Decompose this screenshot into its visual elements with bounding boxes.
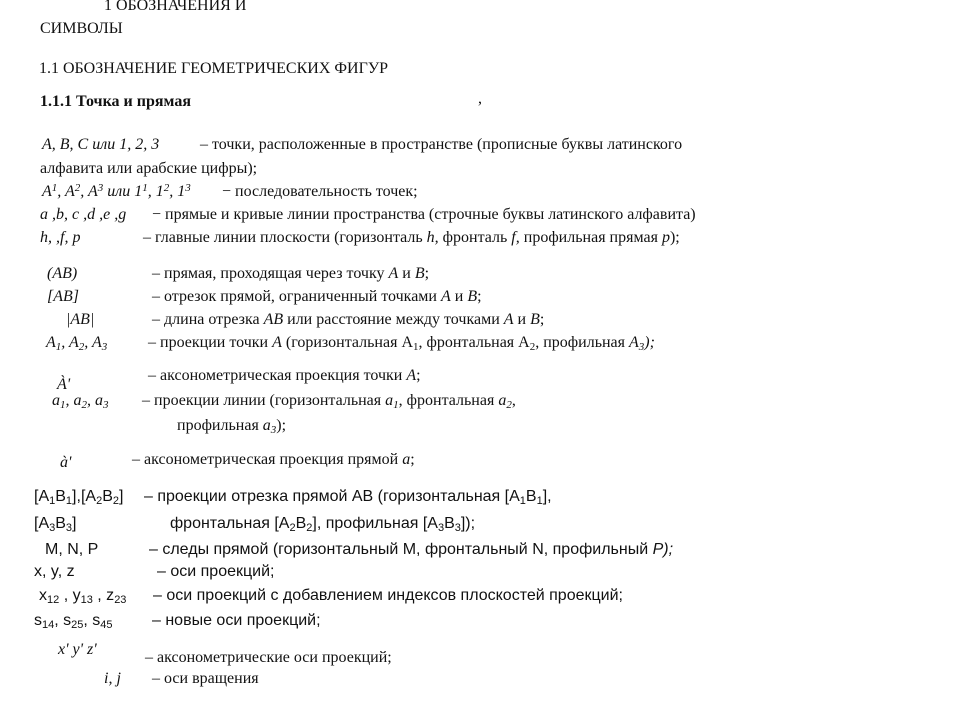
segment-projections-symbol: $[A_1B_1],[A_2B_2]$: [34, 488, 124, 507]
lines-description: − прямые и кривые линии пространства (строчные буквы латинского алфавита): [152, 206, 696, 223]
segment-projections-description-line1: – проекции отрезка прямой AB (горизонтальная $[A_1B_1]$,: [144, 488, 552, 507]
axes-indexed-description: – оси проекций с добавлением индексов плоскостей проекций;: [153, 587, 623, 604]
traces-description: – следы прямой (горизонтальный M, фронтальный N, профильный P);: [149, 541, 674, 558]
points-symbol: A, B, C или 1, 2, 3: [42, 136, 160, 153]
stray-comma: ,: [478, 90, 482, 107]
rotation-axes-description: – оси вращения: [152, 670, 259, 687]
subsection-title: 1.1.1 Точка и прямая: [40, 93, 191, 110]
main-lines-symbol: h, ,f, p: [40, 229, 81, 246]
chapter-title-line1: 1 ОБОЗНАЧЕНИЯ И: [104, 0, 247, 14]
sequence-description: − последовательность точек;: [222, 183, 418, 200]
axes-description: – оси проекций;: [157, 563, 275, 580]
sequence-symbol: $A^1$, $A^2$, $A^3$ или $1^1$, $1^2$, $1^3$: [42, 182, 191, 200]
axonometric-point-description: – аксонометрическая проекция точки A;: [148, 367, 421, 384]
new-axes-symbol: $s_{14}$, $s_{25}$, $s_{45}$: [34, 612, 113, 631]
line-projections-description-line1: – проекции линии (горизонтальная $a_1$, фронтальная $a_2$,: [142, 392, 516, 411]
chapter-title-line2: СИМВОЛЫ: [40, 20, 123, 37]
traces-symbol: M, N, P: [45, 541, 99, 558]
point-projections-symbol: $A_1$, $A_2$, $A_3$: [46, 334, 108, 353]
section-title: 1.1 ОБОЗНАЧЕНИЕ ГЕОМЕТРИЧЕСКИХ ФИГУР: [39, 60, 389, 77]
axes-symbol: x, y, z: [34, 563, 75, 580]
line-projections-symbol: $a_1$, $a_2$, $a_3$: [52, 392, 109, 411]
new-axes-description: – новые оси проекций;: [152, 612, 321, 629]
axonometric-axes-description: – аксонометрические оси проекций;: [145, 649, 392, 666]
length-ab-symbol: |AB|: [66, 311, 95, 328]
axonometric-point-symbol: À': [57, 376, 71, 393]
length-ab-description: – длина отрезка AB или расстояние между точками A и B;: [152, 311, 545, 328]
line-projections-description-line2: профильная $a_3$);: [177, 417, 287, 436]
lines-symbol: a ,b, c ,d ,e ,g: [40, 206, 127, 223]
axonometric-line-symbol: à': [60, 454, 72, 471]
point-projections-description: – проекции точки A (горизонтальная $A_1$, фронтальная $А_2$, профильная $A_3$);: [148, 334, 655, 353]
line-ab-symbol: (AB): [47, 265, 78, 282]
rotation-axes-symbol: i, j: [104, 670, 121, 687]
segment-ab-description: – отрезок прямой, ограниченный точками A и B;: [152, 288, 482, 305]
segment-ab-symbol: [AB]: [47, 288, 79, 305]
axonometric-axes-symbol: x' y' z': [58, 641, 97, 658]
line-ab-description: – прямая, проходящая через точку A и B;: [152, 265, 430, 282]
segment-projections-symbol-line2: $[A_3B_3]$: [34, 515, 77, 534]
axonometric-line-description: – аксонометрическая проекция прямой a;: [132, 451, 415, 468]
segment-projections-description-line2: фронтальная $[A_2B_2]$, профильная $[A_3B_3]$);: [170, 515, 476, 534]
axes-indexed-symbol: $x_{12}$ , $y_{13}$ , $z_{23}$: [39, 587, 127, 606]
points-description-line1: – точки, расположенные в пространстве (прописные буквы латинского: [200, 136, 683, 153]
points-description-line2: алфавита или арабские цифры);: [40, 160, 258, 177]
main-lines-description: – главные линии плоскости (горизонталь h, фронталь f, профильная прямая p);: [143, 229, 680, 246]
